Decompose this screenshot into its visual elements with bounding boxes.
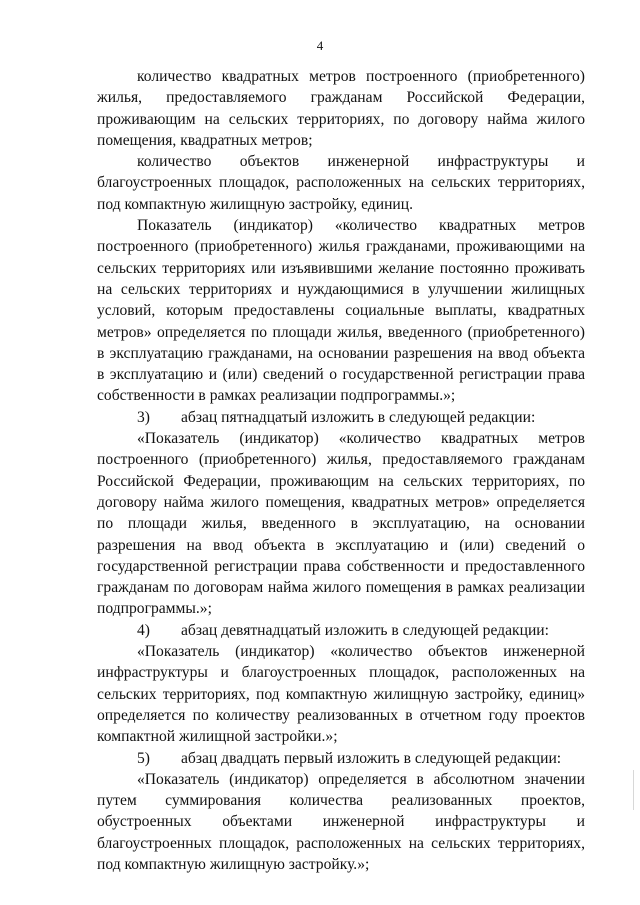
numbered-paragraph — [97, 748, 585, 769]
document-body — [97, 66, 585, 875]
numbered-paragraph — [97, 407, 585, 428]
item-number: 3) — [137, 408, 150, 426]
item-text: абзац двадцать первый изложить в следующей редакции: — [181, 749, 562, 767]
item-number: 5) — [137, 749, 150, 767]
numbered-paragraph — [97, 620, 585, 641]
page-number: 4 — [316, 38, 324, 53]
item-number: 4) — [137, 621, 150, 639]
paragraph: Показатель (индикатор) «количество квадратных метров построенного (приобретенного) жилья гражданами, проживающими на сельских территориях или изъявившими желание постоянно проживать на сельских территориях и нуждающимися в улучшении жилищных условий, которым предоставлены социальные выплаты, квадратных метров» определяется по площади жилья, введенного (приобретенного) в эксплуатацию гражданами, на основании разрешения на ввод объекта в эксплуатацию и (или) сведений о государственной регистрации права собственности в рамках реализации подпрограммы.»; — [97, 217, 585, 405]
item-text: абзац девятнадцатый изложить в следующей редакции: — [181, 621, 549, 639]
paragraph: количество объектов инженерной инфраструктуры и благоустроенных площадок, расположенных на сельских территориях, под компактную жилищную застройку, единиц. — [97, 153, 585, 213]
item-text: абзац пятнадцатый изложить в следующей редакции: — [181, 408, 536, 426]
scan-edge-mark — [633, 770, 634, 810]
paragraph: «Показатель (индикатор) «количество квадратных метров построенного (приобретенного) жилья, предоставляемого гражданам Российской Федерации, проживающим на сельских территориях, по договору найма жилого помещения, квадратных метров» определяется по площади жилья, введенного в эксплуатацию, на основании разрешения на ввод объекта в эксплуатацию и (или) сведений о государственной регистрации права собственности и предоставленного гражданам по договорам найма жилого помещения в рамках реализации подпрограммы.»; — [97, 430, 585, 618]
paragraph: количество квадратных метров построенного (приобретенного) жилья, предоставляемого гражданам Российской Федерации, проживающим на сельских территориях, по договору найма жилого помещения, квадратных метров; — [97, 68, 585, 149]
paragraph: «Показатель (индикатор) определяется в абсолютном значении путем суммирования количества реализованных проектов, обустроенных объектами инженерной инфраструктуры и благоустроенных площадок, расположенных на сельских территориях, под компактную жилищную застройку.»; — [97, 770, 585, 873]
paragraph: «Показатель (индикатор) «количество объектов инженерной инфраструктуры и благоустроенных площадок, расположенных на сельских территориях, под компактную жилищную застройку, единиц» определяется по количеству реализованных в отчетном году проектов компактной жилищной застройки.»; — [97, 643, 585, 746]
